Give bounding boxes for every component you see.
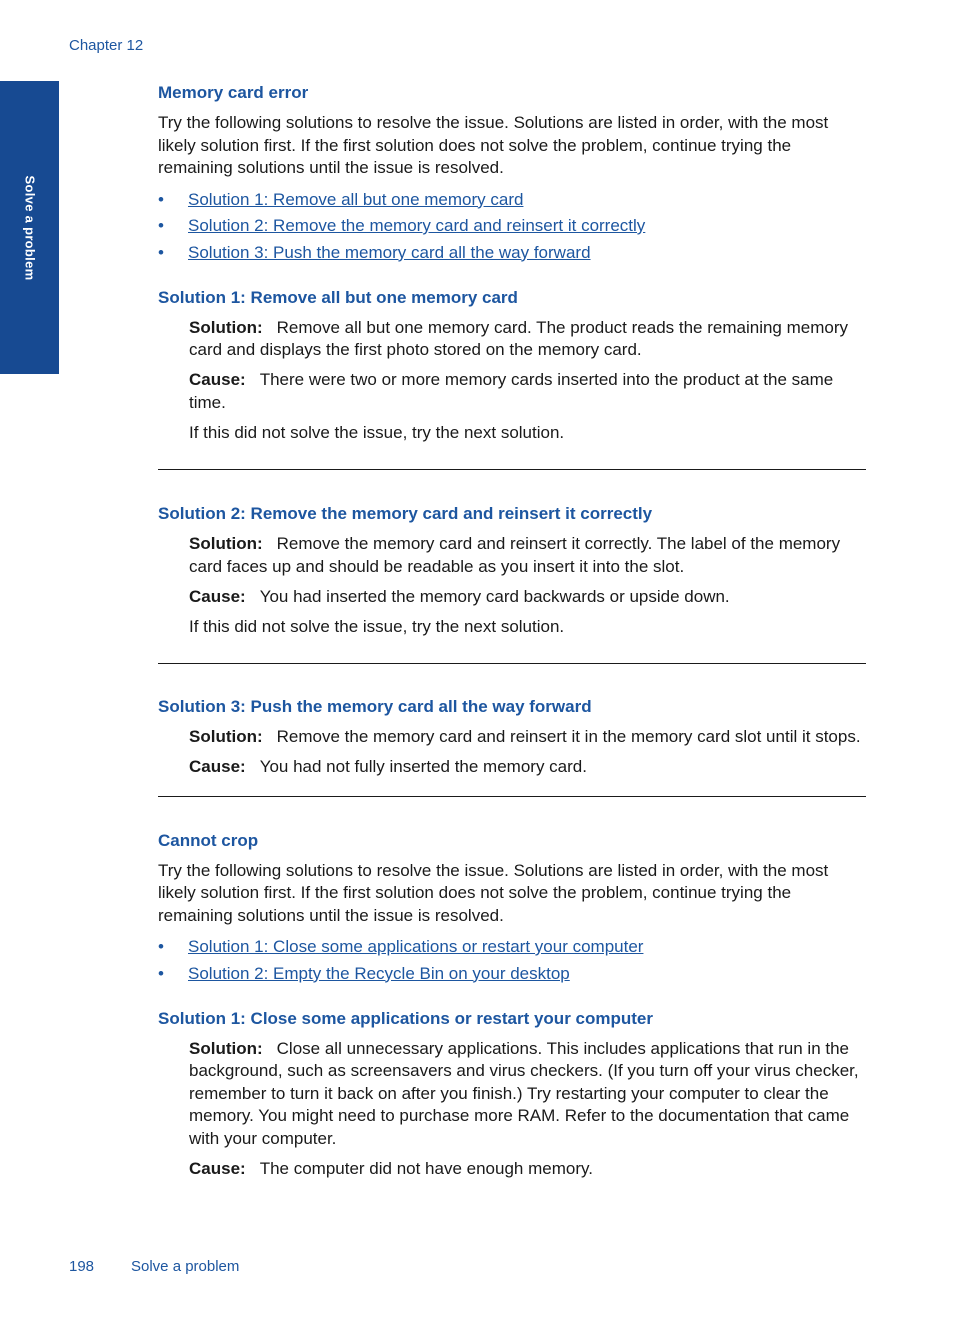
list-item (158, 963, 866, 985)
cause-text: You had not fully inserted the memory card. (259, 757, 587, 776)
crop-solution-title-1: Solution 1: Close some applications or restart your computer (158, 1008, 653, 1028)
side-tab-label: Solve a problem (22, 175, 37, 280)
bullet: • (158, 242, 164, 262)
cause-paragraph (189, 756, 866, 779)
solution-block-1 (158, 317, 866, 445)
solution-paragraph (189, 1038, 866, 1151)
cause-paragraph (189, 1158, 866, 1181)
solution-block-3 (158, 726, 866, 779)
crop-solution-link-2[interactable]: Solution 2: Empty the Recycle Bin on your desktop (188, 963, 570, 983)
cause-label: Cause: (189, 370, 246, 389)
solution-label: Solution: (189, 1038, 263, 1058)
divider (158, 469, 866, 470)
bullet: • (158, 216, 164, 235)
solution-text: Remove the memory card and reinsert it in the memory card slot until it stops. (276, 727, 861, 746)
list-item (158, 936, 866, 958)
solution-text: Close all unnecessary applications. This includes applications that run in the background, such as screensavers and virus checkers. (If you turn off your virus checker, remember to turn it back on after you finish.) Try restarting your computer to clear the memory. You might need to purchase more RAM. Refer to the documentation that came with your computer. (189, 1038, 859, 1148)
section-title-memory-card-error: Memory card error (158, 83, 309, 102)
solution-paragraph (189, 317, 866, 362)
crop-solution-block-1 (158, 1038, 866, 1181)
cause-text: You had inserted the memory card backwards or upside down. (259, 586, 730, 606)
solution-title-3: Solution 3: Push the memory card all the way forward (158, 697, 592, 716)
cause-label: Cause: (189, 757, 246, 776)
bullet: • (158, 937, 164, 956)
list-item (158, 242, 866, 264)
solution-paragraph (189, 726, 866, 749)
solution-text: Remove all but one memory card. The product reads the remaining memory card and displays the first photo stored on the memory card. (189, 317, 848, 359)
divider (158, 796, 866, 797)
next-solution-note: If this did not solve the issue, try the next solution. (189, 422, 565, 442)
cause-paragraph (189, 586, 866, 609)
next-solution-note: If this did not solve the issue, try the next solution. (189, 616, 565, 636)
section-intro: Try the following solutions to resolve the issue. Solutions are listed in order, with the most likely solution first. If the first solution does not solve the problem, continue trying the remaining solutions until the issue is resolved. (158, 860, 829, 925)
section-title-cannot-crop: Cannot crop (158, 830, 259, 850)
solution-link-list (158, 189, 866, 264)
cause-paragraph (189, 369, 866, 414)
page-number: 198 (69, 1258, 95, 1275)
chapter-label: Chapter 12 (69, 37, 144, 54)
crop-solution-link-1[interactable]: Solution 1: Close some applications or restart your computer (188, 937, 644, 956)
solution-link-2[interactable]: Solution 2: Remove the memory card and reinsert it correctly (188, 216, 646, 235)
divider (158, 663, 866, 664)
list-item (158, 189, 866, 211)
solution-title-1: Solution 1: Remove all but one memory card (158, 287, 518, 307)
list-item (158, 215, 866, 237)
cause-text: The computer did not have enough memory. (259, 1158, 593, 1178)
cause-text: There were two or more memory cards inserted into the product at the same time. (189, 370, 834, 412)
bullet: • (158, 963, 164, 983)
solution-title-2: Solution 2: Remove the memory card and reinsert it correctly (158, 504, 653, 523)
solution-link-1[interactable]: Solution 1: Remove all but one memory card (188, 189, 524, 209)
solution-label: Solution: (189, 727, 263, 746)
solution-label: Solution: (189, 317, 263, 337)
solution-block-2 (158, 533, 866, 638)
solution-text: Remove the memory card and reinsert it correctly. The label of the memory card faces up and should be readable as you insert it into the slot. (189, 534, 841, 576)
bullet: • (158, 189, 164, 209)
solution-paragraph (189, 533, 866, 578)
cause-label: Cause: (189, 1158, 246, 1178)
main-content (158, 82, 866, 1180)
solution-link-3[interactable]: Solution 3: Push the memory card all the way forward (188, 242, 591, 262)
solution-label: Solution: (189, 534, 263, 553)
side-tab (0, 81, 59, 374)
solution-link-list (158, 936, 866, 985)
footer-section-name: Solve a problem (131, 1258, 240, 1275)
cause-label: Cause: (189, 586, 246, 606)
section-intro: Try the following solutions to resolve the issue. Solutions are listed in order, with the most likely solution first. If the first solution does not solve the problem, continue trying the remaining solutions until the issue is resolved. (158, 113, 829, 177)
